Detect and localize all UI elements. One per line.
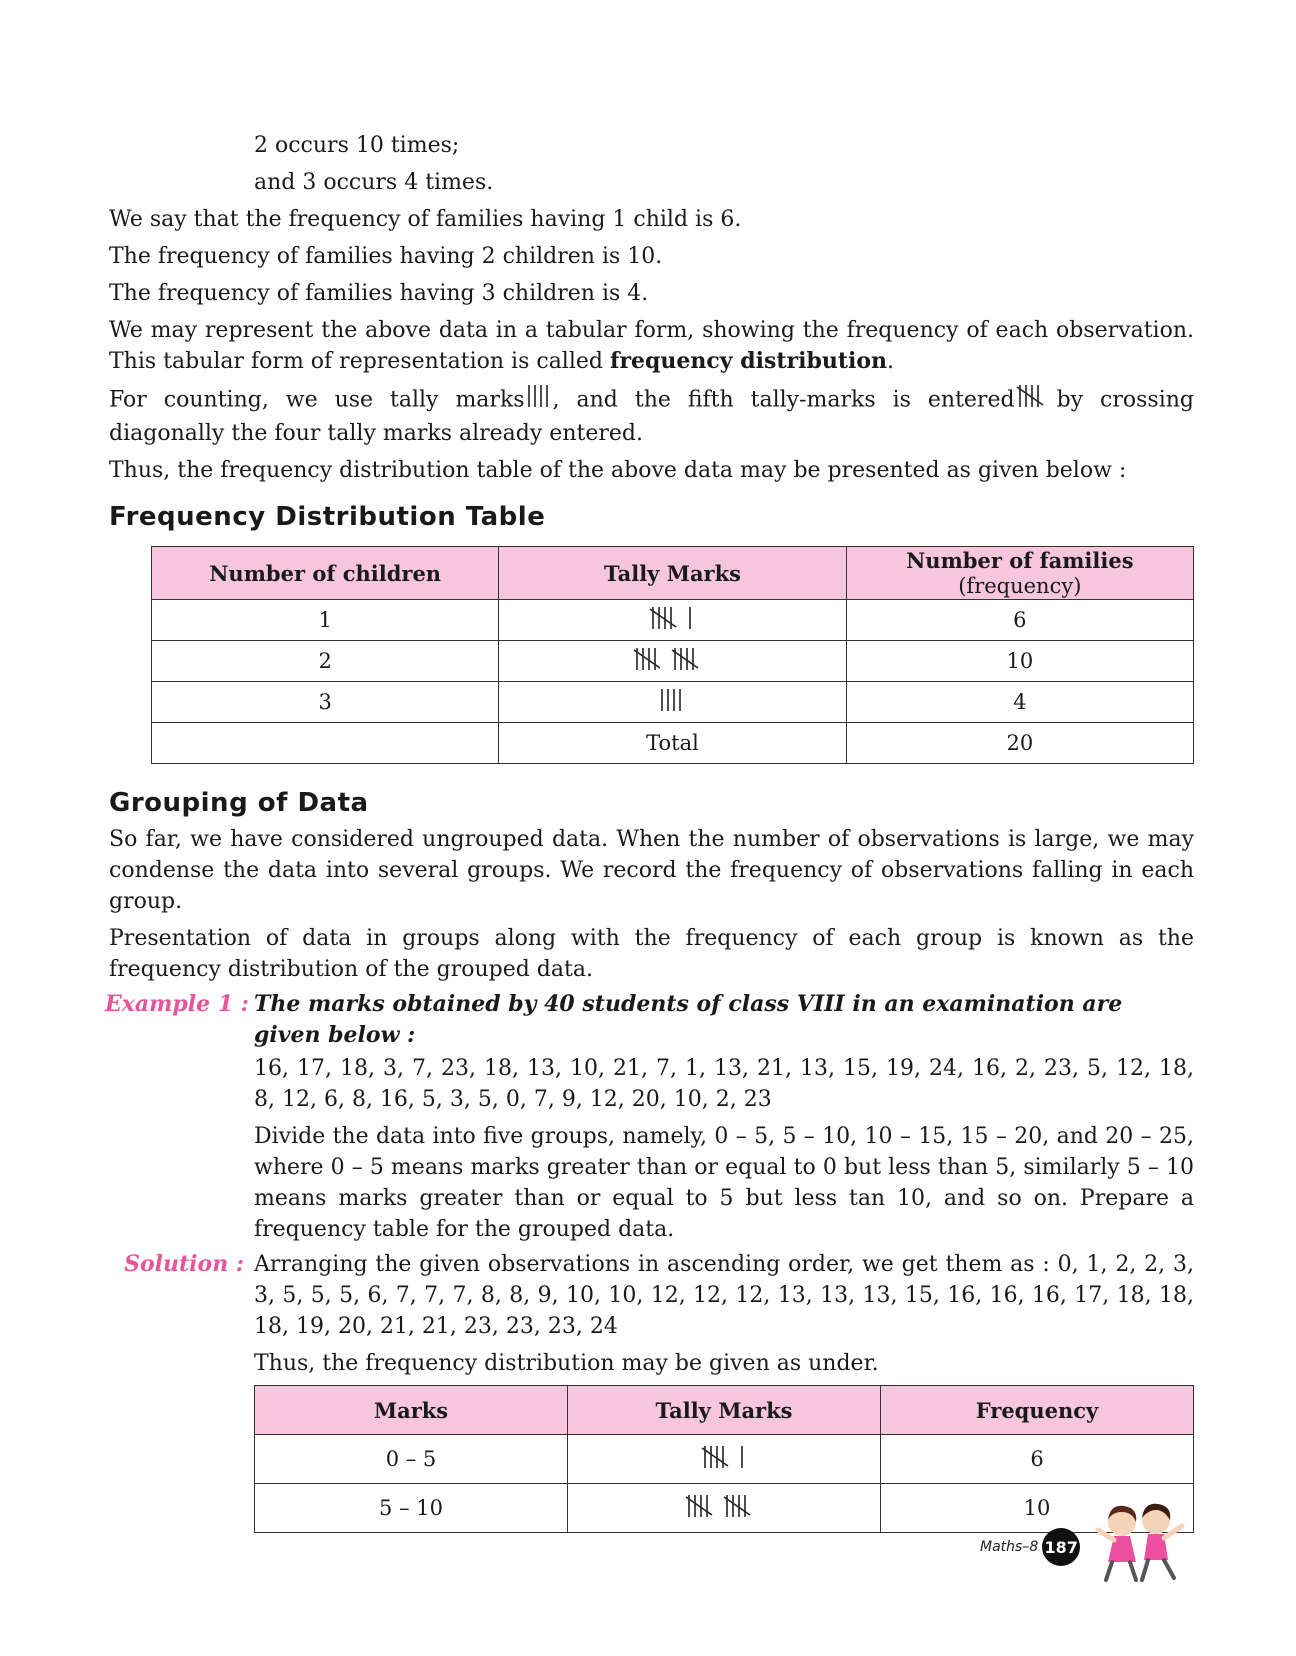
frequency-distribution-table (151, 546, 1194, 764)
example-block (105, 989, 1194, 1245)
tally-stroke (672, 650, 698, 668)
tally-marks-icon (648, 605, 696, 636)
table-row: 5 – 10 10 (255, 1484, 1194, 1533)
paragraph: Presentation of data in groups along with the frequency of each group is known as the frequency distribution of the grouped data. (109, 926, 1194, 982)
solution-thus: Thus, the frequency distribution may be given as under. (254, 1351, 879, 1376)
paragraph-frequency-distribution: We may represent the above data in a tabular form, showing the frequency of each observation. This tabular form of representation is called frequency distribution. (109, 318, 1194, 374)
intro-line: and 3 occurs 4 times. (254, 170, 494, 195)
grouped-frequency-table (254, 1385, 1194, 1533)
intro-line: The frequency of families having 3 children is 4. (109, 281, 649, 306)
section-heading-grouping: Grouping of Data (109, 788, 369, 818)
column-header: Number of families (frequency) (846, 547, 1193, 600)
example-label: Example 1 : (105, 991, 249, 1017)
table-header-row (255, 1386, 1194, 1435)
page-number: 187 (1042, 1528, 1080, 1566)
column-header: Frequency (881, 1386, 1194, 1435)
kids-mascot-icon (1092, 1500, 1188, 1586)
intro-line: 2 occurs 10 times; (254, 133, 460, 158)
column-header: Marks (255, 1386, 568, 1435)
book-label: Maths–8 (980, 1539, 1039, 1555)
tally-stroke (702, 1448, 728, 1466)
tally-stroke (634, 650, 660, 668)
column-header: Number of children (152, 547, 499, 600)
paragraph: So far, we have considered ungrouped data. When the number of observations is large, we may condense the data into several groups. We record the frequency of observations falling in each group. (109, 827, 1194, 914)
section-heading-frequency-table: Frequency Distribution Table (109, 502, 546, 532)
table-row: 0 – 5 6 (255, 1435, 1194, 1484)
tally-stroke (1017, 387, 1043, 405)
tally-marks-icon (700, 1444, 748, 1475)
tally-stroke (650, 609, 676, 627)
tally-marks-icon (632, 646, 712, 677)
intro-line: The frequency of families having 2 children is 10. (109, 244, 663, 269)
tally-marks-icon (684, 1493, 764, 1524)
intro-line: We say that the frequency of families having 1 child is 6. (109, 207, 742, 232)
solution-label: Solution : (124, 1251, 244, 1277)
tally-stroke (686, 1497, 712, 1515)
intro-line: Thus, the frequency distribution table of the above data may be presented as given below : (109, 458, 1127, 483)
table-row: 1 6 (152, 600, 1194, 641)
solution-block (109, 1249, 1194, 1379)
tally-four-icon (525, 383, 553, 418)
tally-marks-icon (658, 687, 686, 718)
table-row: 2 10 (152, 641, 1194, 682)
solution-text: Arranging the given observations in ascending order, we get them as : 0, 1, 2, 2, 3, 3, 5, 5, 5, 6, 7, 7, 7, 8, 8, 9, 10, 10, 12, 12, 12, 13, 13, 13, 15, 16, 16, 16, 17, 18, 18, 18, 19, 20, 21, 21, 23, 23, 23, 24 (254, 1252, 1194, 1339)
paragraph-tally-marks: For counting, we use tally marks , and the fifth tally-marks is entered by crossing diagonally the four tally marks already entered. (109, 383, 1194, 449)
example-data: 16, 17, 18, 3, 7, 23, 18, 13, 10, 21, 7, 1, 13, 21, 13, 15, 19, 24, 16, 2, 23, 5, 12, 18, 8, 12, 6, 8, 16, 5, 3, 5, 0, 7, 9, 12, 20, 10, 2, 23 (254, 1056, 1194, 1112)
table-header-row (152, 547, 1194, 600)
page-content (105, 130, 1194, 1533)
tally-five-icon (1015, 383, 1057, 418)
example-task: Divide the data into five groups, namely, 0 – 5, 5 – 10, 10 – 15, 15 – 20, and 20 – 25, where 0 – 5 means marks greater than or equal to 0 but less than 5, similarly 5 – 10 means marks greater than or equal to 5 but less tan 10, and so on. Prepare a frequency table for the grouped data. (254, 1124, 1194, 1242)
term-frequency-distribution: frequency distribution (609, 348, 888, 374)
table-total-row: Total 20 (152, 723, 1194, 764)
example-title: The marks obtained by 40 students of class VIII in an examination are given below : (254, 991, 1123, 1048)
column-header: Tally Marks (568, 1386, 881, 1435)
tally-stroke (724, 1497, 750, 1515)
column-header: Tally Marks (499, 547, 846, 600)
table-row: 3 4 (152, 682, 1194, 723)
page-footer (980, 1528, 1080, 1566)
